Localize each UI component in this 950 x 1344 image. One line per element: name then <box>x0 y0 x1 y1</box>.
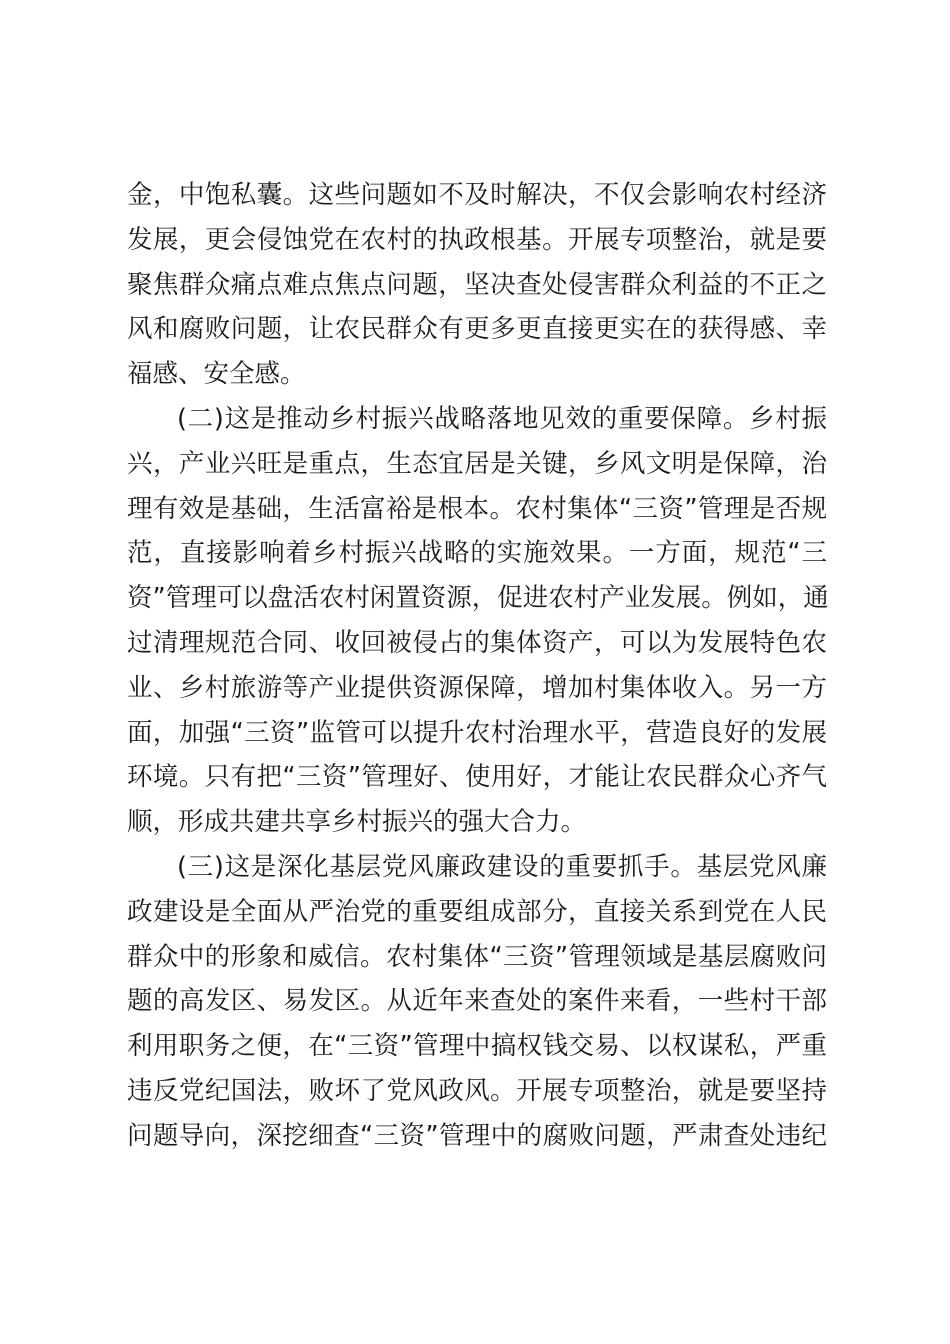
text-line: 福感、安全感。 <box>127 359 306 390</box>
paragraph-first-line: (二)这是推动乡村振兴战略落地见效的重要保障。乡村振 <box>177 403 827 434</box>
text-line: 顺，形成共建共享乡村振兴的强大合力。 <box>127 807 587 838</box>
text-line: 金，中饱私囊。这些问题如不及时解决，不仅会影响农村经济 <box>127 180 827 210</box>
text-line: 理有效是基础，生活富裕是根本。农村集体“三资”管理是否规 <box>127 493 827 524</box>
text-line: 业、乡村旅游等产业提供资源保障，增加村集体收入。另一方 <box>127 672 827 703</box>
paragraph-first-line: (三)这是深化基层党风廉政建设的重要抓手。基层党风廉 <box>177 851 827 882</box>
body-text <box>127 173 827 1159</box>
text-line: 政建设是全面从严治党的重要组成部分，直接关系到党在人民 <box>127 896 827 927</box>
text-line: 聚焦群众痛点难点焦点问题，坚决查处侵害群众利益的不正之 <box>127 269 827 300</box>
text-line: 问题导向，深挖细查“三资”管理中的腐败问题，严肃查处违纪 <box>127 1120 827 1151</box>
text-line: 环境。只有把“三资”管理好、使用好，才能让农民群众心齐气 <box>127 762 827 793</box>
text-line: 群众中的形象和威信。农村集体“三资”管理领域是基层腐败问 <box>127 941 827 972</box>
text-line: 范，直接影响着乡村振兴战略的实施效果。一方面，规范“三 <box>127 538 827 569</box>
text-line: 违反党纪国法，败坏了党风政风。开展专项整治，就是要坚持 <box>127 1075 827 1106</box>
text-line: 资”管理可以盘活农村闲置资源，促进农村产业发展。例如，通 <box>127 583 829 614</box>
text-line: 过清理规范合同、收回被侵占的集体资产，可以为发展特色农 <box>127 627 827 658</box>
text-line: 利用职务之便，在“三资”管理中搞权钱交易、以权谋私，严重 <box>127 1031 827 1062</box>
text-line: 题的高发区、易发区。从近年来查处的案件来看，一些村干部 <box>127 986 827 1017</box>
text-line: 面，加强“三资”监管可以提升农村治理水平，营造良好的发展 <box>127 717 827 748</box>
text-line: 发展，更会侵蚀党在农村的执政根基。开展专项整治，就是要 <box>127 224 827 255</box>
text-line: 风和腐败问题，让农民群众有更多更直接更实在的获得感、幸 <box>127 314 827 345</box>
text-line: 兴，产业兴旺是重点，生态宜居是关键，乡风文明是保障，治 <box>127 448 827 479</box>
